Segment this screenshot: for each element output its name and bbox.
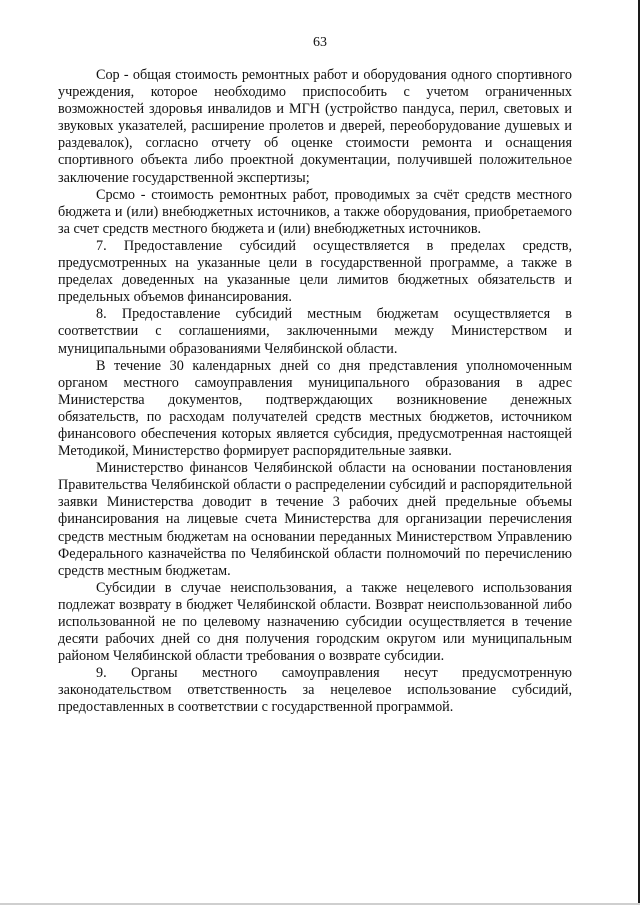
paragraph-item-7: 7. Предоставление субсидий осуществляется в пределах средств, предусмотренных на указанные цели в государственной программе, а также в пределах доведенных на указанные цели лимитов бюджетных обязательств и предельных объемов финансирования.	[58, 237, 572, 306]
paragraph-crcmo-definition: Срсмо - стоимость ремонтных работ, проводимых за счёт средств местного бюджета и (или) внебюджетных источников, а также оборудования, приобретаемого за счет средств местного бюджета и (или) внебюджетных источников.	[58, 186, 572, 237]
paragraph-ministry-finance: Министерство финансов Челябинской области на основании постановления Правительства Челябинской области о распределении субсидий и распорядительной заявки Министерства доводит в течение 3 рабочих дней предельные объемы финансирования на лицевые счета Министерства для организации перечисления средств местным бюджетам на основании переданных Министерством Управлению Федерального казначейства по Челябинской области полномочий по перечислению средств местным бюджетам.	[58, 460, 572, 579]
paragraph-item-9: 9. Органы местного самоуправления несут предусмотренную законодательством ответственность за нецелевое использование субсидий, предоставленных в соответствии с государственной программой.	[58, 665, 572, 716]
page-number: 63	[313, 35, 327, 50]
paragraph-cop-definition: Сор - общая стоимость ремонтных работ и оборудования одного спортивного учреждения, которое необходимо приспособить с учетом ограниченных возможностей здоровья инвалидов и МГН (устройство пандуса, перил, световых и звуковых указателей, расширение пролетов и дверей, переоборудование душевых и раздевалок), согласно отчету об оценке стоимости ремонта и оснащения спортивного объекта либо проектной документации, получившей положительное заключение государственной экспертизы;	[58, 67, 572, 186]
document-body	[58, 67, 572, 717]
paragraph-30-days: В течение 30 календарных дней со дня представления уполномоченным органом местного самоуправления муниципального образования в адрес Министерства документов, подтверждающих возникновение денежных обязательств, по расходам получателей средств местных бюджетов, источником финансового обеспечения которых является субсидия, предусмотренная настоящей Методикой, Министерство формирует распорядительные заявки.	[58, 357, 572, 460]
paragraph-subsidy-return: Субсидии в случае неиспользования, а также нецелевого использования подлежат возврату в бюджет Челябинской области. Возврат неиспользованной либо использованной не по целевому назначению субсидии осуществляется в течение десяти рабочих дней со дня получения городским округом или муниципальным районом Челябинской области требования о возврате субсидии.	[58, 579, 572, 665]
paragraph-item-8: 8. Предоставление субсидий местным бюджетам осуществляется в соответствии с соглашениями, заключенными между Министерством и муниципальными образованиями Челябинской области.	[58, 306, 572, 357]
